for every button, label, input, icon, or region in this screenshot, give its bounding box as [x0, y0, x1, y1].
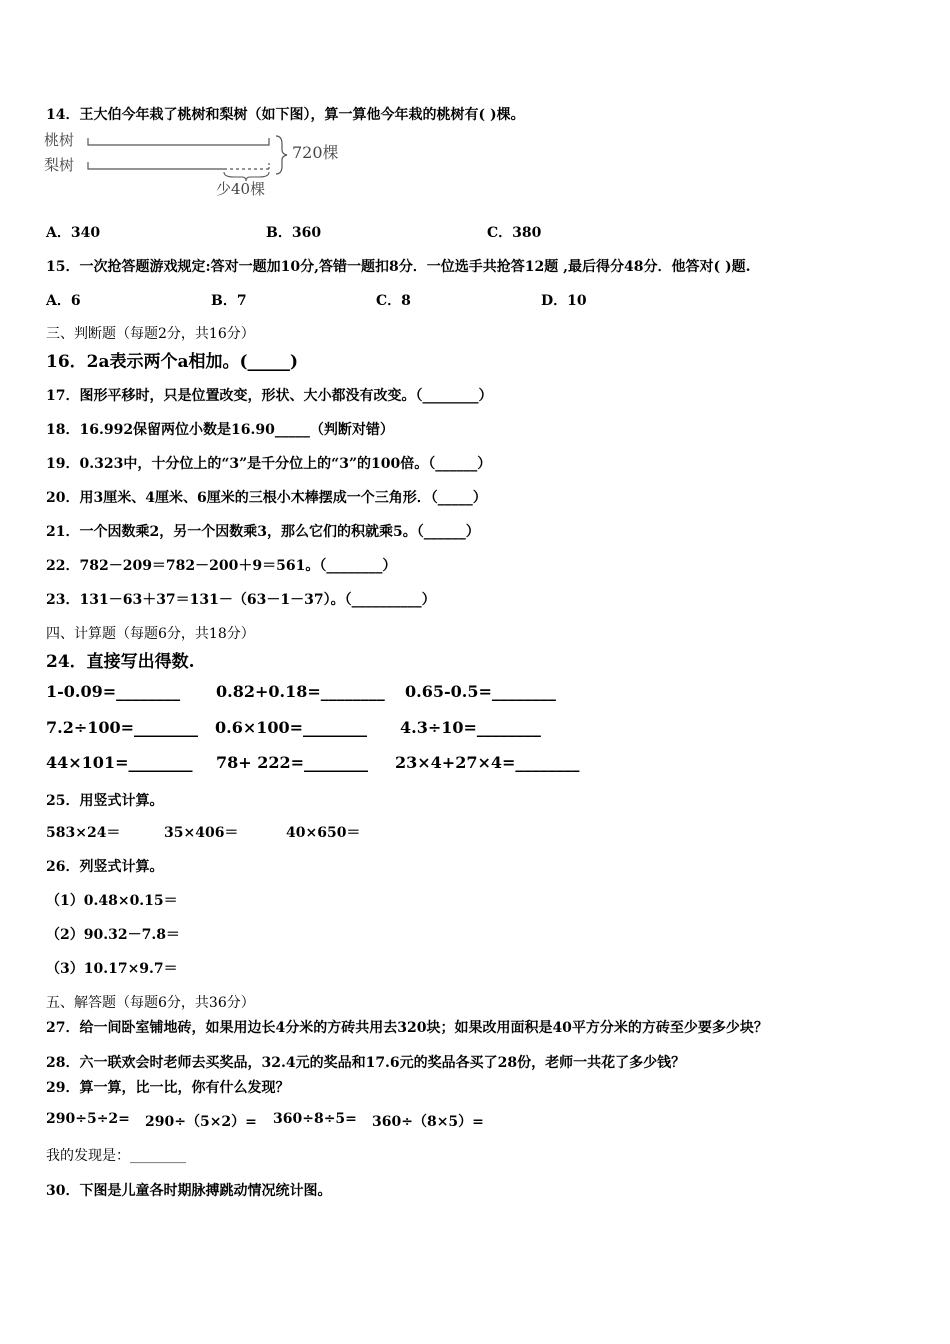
q14-option-b: B．360	[266, 225, 322, 241]
q14-option-c: C．380	[487, 225, 542, 241]
q29-item: 360÷8÷5=	[273, 1111, 357, 1127]
q23-text: 23．131－63＋37＝131－（63－1－37）。（__________）	[46, 592, 436, 608]
q29-text: 29．算一算，比一比，你有什么发现？	[46, 1080, 290, 1096]
q15-option-b: B．7	[211, 293, 247, 309]
q29-item: 290÷5÷2=	[46, 1111, 130, 1127]
q14-text: 14．王大伯今年栽了桃树和梨树（如下图），算一算他今年栽的桃树有( )棵。	[46, 107, 525, 123]
q30-text: 30．下图是儿童各时期脉搏跳动情况统计图。	[46, 1183, 332, 1199]
q24-item: 4.3÷10=________	[400, 718, 541, 737]
q24-item: 0.65-0.5=________	[405, 682, 556, 701]
section-3-heading: 三、判断题（每题2分，共16分）	[46, 326, 255, 342]
total-label: 720棵	[292, 143, 339, 162]
q25-item: 35×406＝	[164, 825, 239, 841]
q21-text: 21．一个因数乘2，另一个因数乘3，那么它们的积就乘5。（______）	[46, 524, 480, 540]
q24-item: 44×101=________	[46, 753, 193, 772]
q22-text: 22．782－209＝782－200＋9＝561。（________）	[46, 558, 397, 574]
pear-segment	[88, 162, 224, 169]
q27-text: 27．给一间卧室铺地砖，如果用边长4分米的方砖共用去320块；如果改用面积是40平方分米的方砖至少要多少块？	[46, 1020, 768, 1036]
q24-text: 24．直接写出得数.	[46, 652, 195, 672]
q26-item: （1）0.48×0.15＝	[46, 893, 178, 909]
q24-item: 7.2÷100=________	[46, 718, 199, 737]
q14-line-diagram	[44, 130, 354, 200]
q19-text: 19．0.323中，十分位上的“3”是千分位上的“3”的100倍。（______）	[46, 456, 492, 472]
q17-text: 17．图形平移时，只是位置改变，形状、大小都没有改变。（________）	[46, 388, 493, 404]
section-5-heading: 五、解答题（每题6分，共36分）	[46, 995, 255, 1011]
q15-option-a: A．6	[46, 293, 81, 309]
q15-text: 15．一次抢答题游戏规定:答对一题加10分,答错一题扣8分．一位选手共抢答12题 ,最后得分48分．他答对( )题.	[46, 259, 751, 275]
q28-text: 28．六一联欢会时老师去买奖品，32.4元的奖品和17.6元的奖品各买了28份，老师一共花了多少钱？	[46, 1055, 686, 1071]
q26-item: （3）10.17×9.7＝	[46, 961, 178, 977]
q14-option-a: A．340	[46, 225, 101, 241]
q15-option-c: C．8	[376, 293, 411, 309]
q15-option-d: D．10	[541, 293, 587, 309]
q25-item: 40×650＝	[286, 825, 361, 841]
peach-segment	[88, 138, 269, 145]
pear-label: 梨树	[44, 156, 75, 174]
total-brace	[276, 136, 287, 174]
q29-finding: 我的发现是：________	[46, 1148, 186, 1164]
q25-text: 25．用竖式计算。	[46, 793, 164, 809]
q25-item: 583×24＝	[46, 825, 121, 841]
q26-item: （2）90.32－7.8＝	[46, 927, 180, 943]
q20-text: 20．用3厘米、4厘米、6厘米的三根小木棒摆成一个三角形．（_____）	[46, 490, 487, 506]
q24-item: 23×4+27×4=________	[395, 753, 580, 772]
q24-item: 1-0.09=________	[46, 682, 181, 701]
q24-item: 78+ 222=________	[216, 753, 369, 772]
q26-text: 26．列竖式计算。	[46, 859, 164, 875]
q16-text: 16．2a表示两个a相加。(_____)	[46, 352, 299, 372]
less-label: 少40棵	[216, 180, 266, 198]
q18-text: 18．16.992保留两位小数是16.90_____（判断对错）	[46, 422, 394, 438]
q24-item: 0.6×100=________	[215, 718, 368, 737]
section-4-heading: 四、计算题（每题6分，共18分）	[46, 626, 255, 642]
q29-item: 360÷（8×5）=	[372, 1114, 484, 1130]
peach-label: 桃树	[44, 131, 75, 149]
q29-item: 290÷（5×2）=	[145, 1114, 257, 1130]
q24-item: 0.82+0.18=________	[216, 682, 385, 701]
